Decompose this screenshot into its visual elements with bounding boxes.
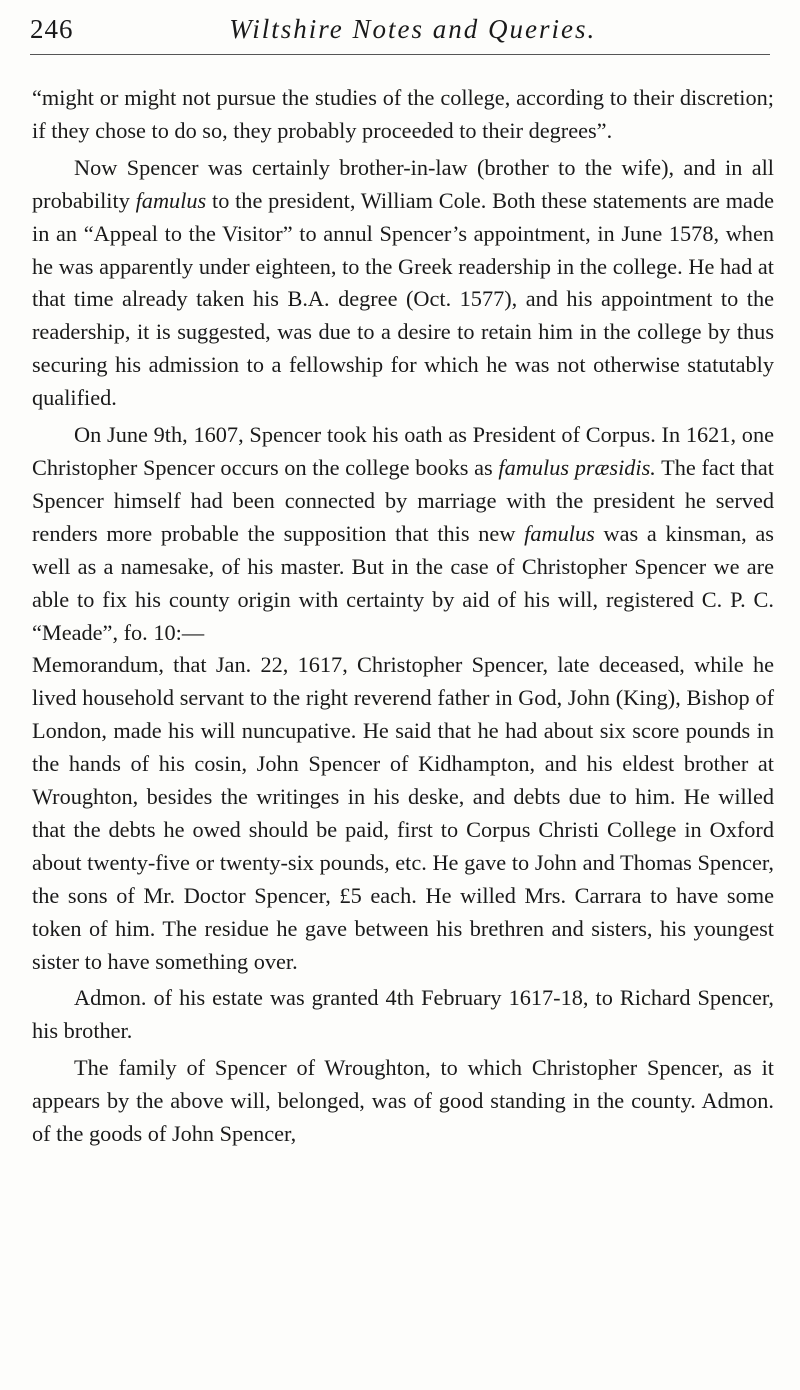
running-title: Wiltshire Notes and Queries. <box>229 14 597 44</box>
paragraph-3-part-a: On June 9th, 1607, Spencer took his oath as President of Corpus. In 1621, one Christopher Spencer occurs on the college books as <box>32 422 774 480</box>
paragraph-3-italic-famulus: famulus <box>524 520 595 546</box>
paragraph-1: “might or might not pursue the studies of the college, according to their discretion; if they chose to do so, they probably proceeded to their degrees”. <box>32 85 774 143</box>
paragraph-3-italic-famulus-praesidis: famulus præsidis. <box>498 454 656 480</box>
paragraph-family: The family of Spencer of Wroughton, to which Christopher Spencer, as it appears by the above will, belonged, was of good standing in the county. Admon. of the goods of John Spencer, <box>32 1055 774 1147</box>
page-body <box>32 82 774 1151</box>
paragraph-2-part-a: Now Spencer was certainly brother-in-law (brother to the wife), and in all probability <box>32 154 774 213</box>
paragraph-2-part-b: to the president, William Cole. Both these statements are made in an “Appeal to the Visitor” to annul Spencer’s appointment, in June 1578, when he was apparently under eighteen, to the Greek readership in the college. He had at that time already taken his B.A. degree (Oct. 1577), and his appointment to the readership, it is suggested, was due to a desire to retain him in the college by thus securing his admission to a fellowship for which he was not otherwise statutably qualified. <box>32 187 774 411</box>
paragraph-admon: Admon. of his estate was granted 4th February 1617-18, to Richard Spencer, his brother. <box>32 985 774 1044</box>
paragraph-2 <box>32 152 774 415</box>
header-rule <box>30 54 770 55</box>
running-header <box>30 14 770 48</box>
will-memorandum: Memorandum, that Jan. 22, 1617, Christopher Spencer, late deceased, while he lived household servant to the right reverend father in God, John (King), Bishop of London, made his will nuncupative. He said that he had about six score pounds in the hands of his cosin, John Spencer of Kidhampton, and his eldest brother at Wroughton, besides the writinges in his deske, and debts due to him. He willed that the debts he owed should be paid, first to Corpus Christi College in Oxford about twenty-five or twenty-six pounds, etc. He gave to John and Thomas Spencer, the sons of Mr. Doctor Spencer, £5 each. He willed Mrs. Carrara to have some token of him. The residue he gave between his brethren and sisters, his youngest sister to have something over. <box>32 652 774 974</box>
paragraph-2-italic-famulus: famulus <box>135 187 207 213</box>
page-number: 246 <box>30 14 74 44</box>
paragraph-3-part-c: was a kinsman, as well as a namesake, of his master. But in the case of Christopher Spencer we are able to fix his county origin with certainty by aid of his will, registered C. P. C. “Meade”, fo. 10:— <box>32 520 774 645</box>
paragraph-3 <box>32 419 774 649</box>
paragraph-3-part-b: The fact that Spencer himself had been connected by marriage with the president he served renders more probable the supposition that this new <box>32 454 774 546</box>
